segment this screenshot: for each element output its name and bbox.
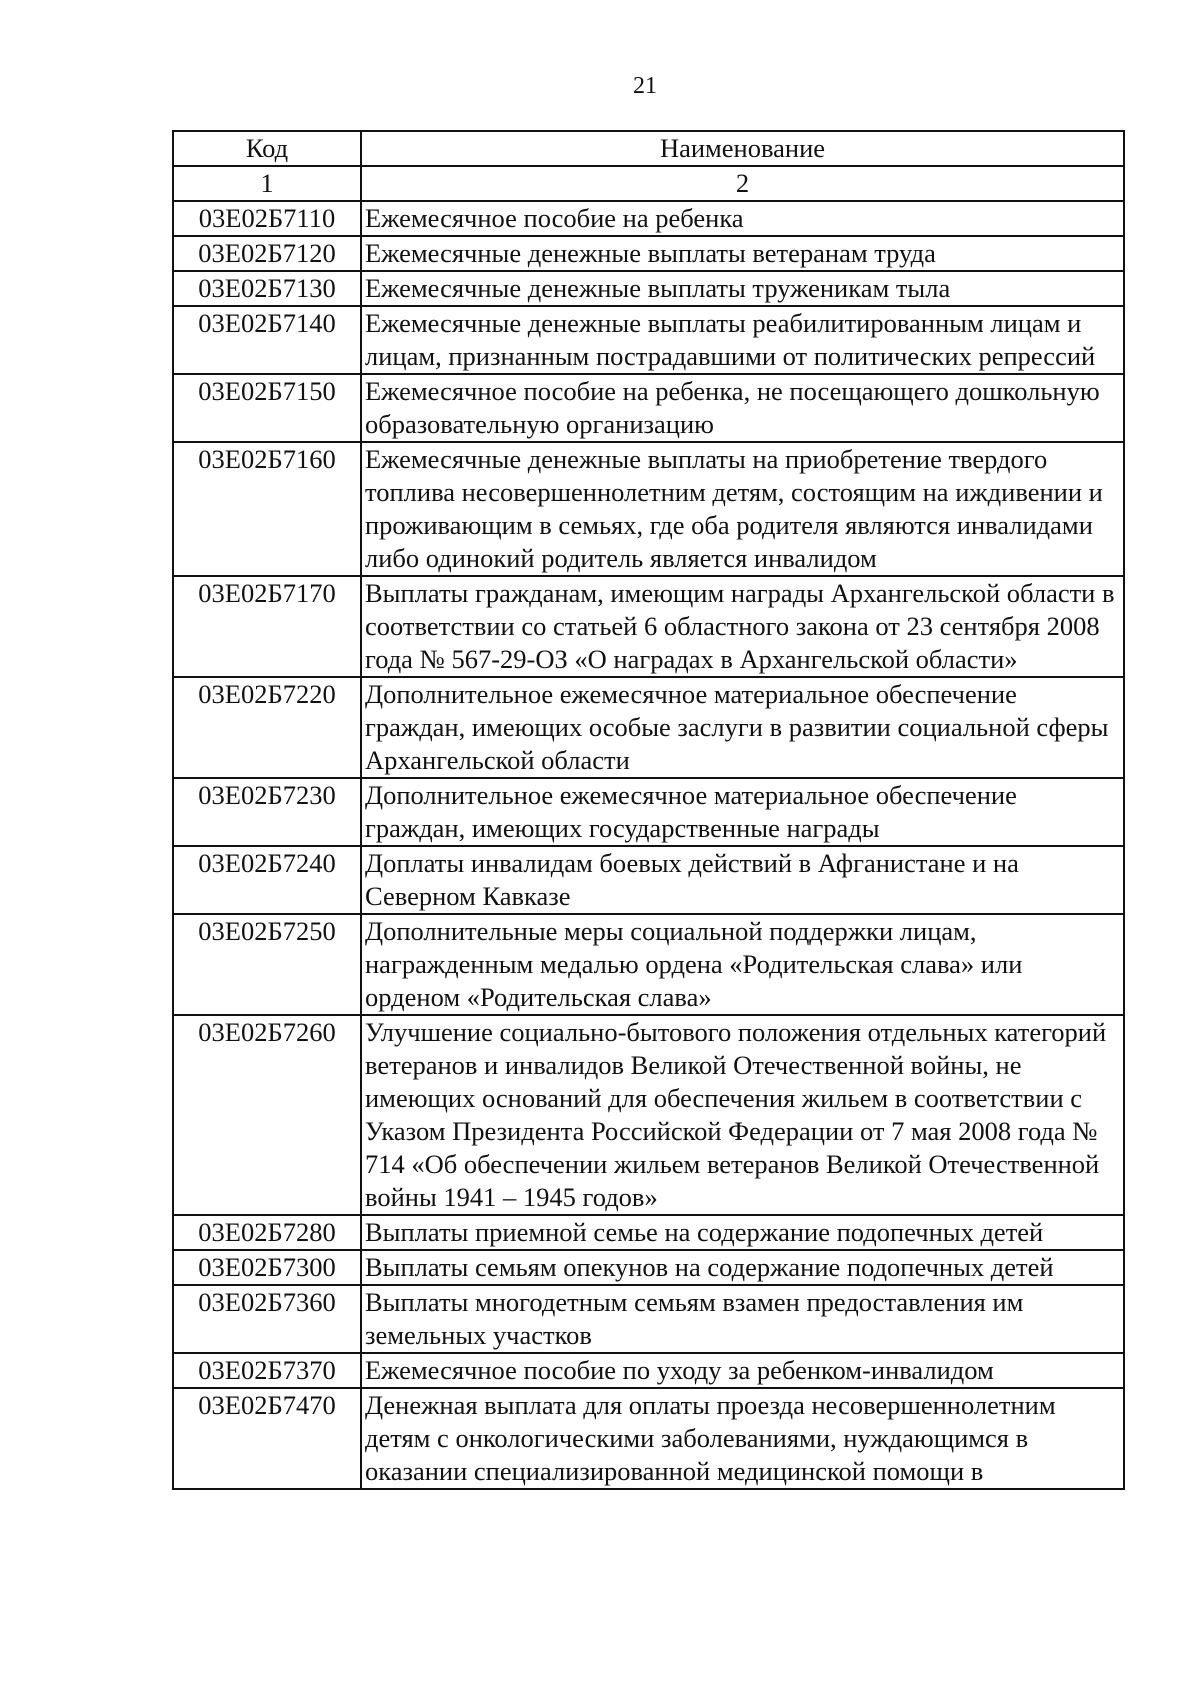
- row-code: 03Е02Б7160: [173, 442, 361, 576]
- table-row: [173, 576, 1124, 677]
- row-code: 03Е02Б7250: [173, 914, 361, 1015]
- table-row: [173, 846, 1124, 914]
- row-name: Выплаты семьям опекунов на содержание подопечных детей: [361, 1250, 1124, 1285]
- row-code: 03Е02Б7370: [173, 1353, 361, 1388]
- table-row: [173, 1388, 1124, 1489]
- table-row: [173, 1250, 1124, 1285]
- table-body: [173, 201, 1124, 1489]
- table-row: [173, 306, 1124, 374]
- row-code: 03Е02Б7110: [173, 201, 361, 236]
- row-name: Выплаты гражданам, имеющим награды Архангельской области в соответствии со статьей 6 областного закона от 23 сентября 2008 года № 567-29-ОЗ «О наградах в Архангельской области»: [361, 576, 1124, 677]
- header-row: [173, 131, 1124, 166]
- table-row: [173, 1015, 1124, 1215]
- row-code: 03Е02Б7300: [173, 1250, 361, 1285]
- table-row: [173, 914, 1124, 1015]
- table-row: [173, 1353, 1124, 1388]
- row-code: 03Е02Б7130: [173, 271, 361, 306]
- row-code: 03Е02Б7170: [173, 576, 361, 677]
- column-number-code: 1: [173, 166, 361, 201]
- row-code: 03Е02Б7280: [173, 1215, 361, 1250]
- row-name: Ежемесячные денежные выплаты ветеранам труда: [361, 236, 1124, 271]
- row-name: Денежная выплата для оплаты проезда несовершеннолетним детям с онкологическими заболеваниями, нуждающимся в оказании специализированной медицинской помощи в: [361, 1388, 1124, 1489]
- row-name: Ежемесячные денежные выплаты на приобретение твердого топлива несовершеннолетним детям, состоящим на иждивении и проживающим в семьях, где оба родителя являются инвалидами либо одинокий родитель является инвалидом: [361, 442, 1124, 576]
- row-code: 03Е02Б7120: [173, 236, 361, 271]
- table-header: [173, 131, 1124, 201]
- column-number-row: [173, 166, 1124, 201]
- row-name: Дополнительное ежемесячное материальное обеспечение граждан, имеющих государственные награды: [361, 778, 1124, 846]
- table-row: [173, 374, 1124, 442]
- table-row: [173, 271, 1124, 306]
- table-row: [173, 1285, 1124, 1353]
- row-name: Дополнительные меры социальной поддержки лицам, награжденным медалью ордена «Родительская слава» или орденом «Родительская слава»: [361, 914, 1124, 1015]
- row-name: Ежемесячное пособие на ребенка, не посещающего дошкольную образовательную организацию: [361, 374, 1124, 442]
- row-code: 03Е02Б7220: [173, 677, 361, 778]
- page-number: 21: [633, 73, 657, 99]
- row-name: Ежемесячные денежные выплаты труженикам тыла: [361, 271, 1124, 306]
- row-name: Ежемесячное пособие по уходу за ребенком-инвалидом: [361, 1353, 1124, 1388]
- row-code: 03Е02Б7360: [173, 1285, 361, 1353]
- row-name: Дополнительное ежемесячное материальное обеспечение граждан, имеющих особые заслуги в развитии социальной сферы Архангельской области: [361, 677, 1124, 778]
- row-code: 03Е02Б7470: [173, 1388, 361, 1489]
- row-code: 03Е02Б7140: [173, 306, 361, 374]
- table-row: [173, 442, 1124, 576]
- table-row: [173, 236, 1124, 271]
- header-code: Код: [173, 131, 361, 166]
- row-name: Выплаты приемной семье на содержание подопечных детей: [361, 1215, 1124, 1250]
- column-number-name: 2: [361, 166, 1124, 201]
- row-code: 03Е02Б7230: [173, 778, 361, 846]
- row-code: 03Е02Б7150: [173, 374, 361, 442]
- table-row: [173, 778, 1124, 846]
- row-name: Улучшение социально-бытового положения отдельных категорий ветеранов и инвалидов Великой Отечественной войны, не имеющих оснований для обеспечения жильем в соответствии с Указом Президента Российской Федерации от 7 мая 2008 года № 714 «Об обеспечении жильем ветеранов Великой Отечественной войны 1941 – 1945 годов»: [361, 1015, 1124, 1215]
- row-code: 03Е02Б7260: [173, 1015, 361, 1215]
- header-name: Наименование: [361, 131, 1124, 166]
- row-name: Выплаты многодетным семьям взамен предоставления им земельных участков: [361, 1285, 1124, 1353]
- row-name: Доплаты инвалидам боевых действий в Афганистане и на Северном Кавказе: [361, 846, 1124, 914]
- table-row: [173, 677, 1124, 778]
- row-name: Ежемесячное пособие на ребенка: [361, 201, 1124, 236]
- row-code: 03Е02Б7240: [173, 846, 361, 914]
- classification-table: [172, 130, 1125, 1490]
- table-row: [173, 201, 1124, 236]
- table-row: [173, 1215, 1124, 1250]
- row-name: Ежемесячные денежные выплаты реабилитированным лицам и лицам, признанным пострадавшими от политических репрессий: [361, 306, 1124, 374]
